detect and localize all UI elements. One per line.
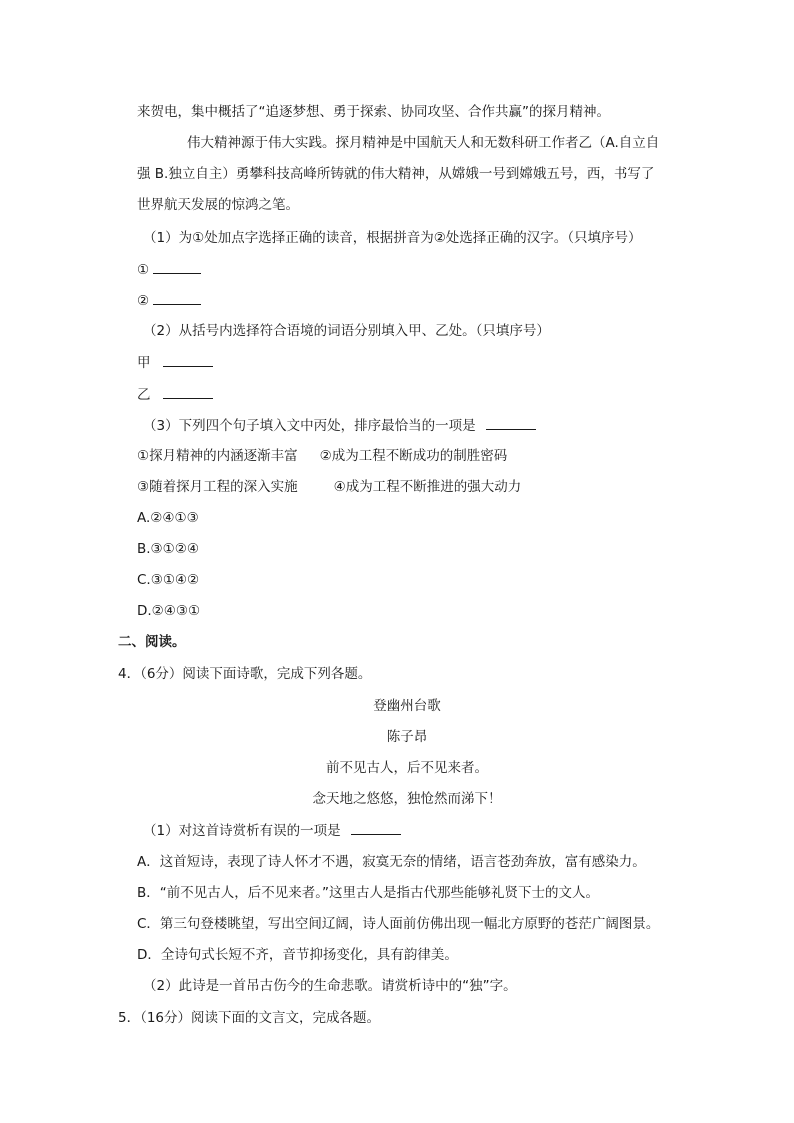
answer-blank[interactable] [163, 384, 213, 399]
sentence-item: ④成为工程不断推进的强大动力 [333, 479, 522, 495]
q3-sub1-prompt: （1）为①处加点字选择正确的读音，根据拼音为②处选择正确的汉字。（只填序号） [143, 230, 642, 246]
q4-sub1-row [143, 820, 683, 841]
para2-line2: 强 B.独立自主）勇攀科技高峰所铸就的伟大精神，从嫦娥一号到嫦娥五号，西，书写了 [137, 166, 655, 182]
q4-sub2-prompt: （2）此诗是一首吊古伤今的生命悲歌。请赏析诗中的“独”字。 [143, 978, 517, 994]
q4-header: 4．（6分）阅读下面诗歌，完成下列各题。 [118, 666, 372, 682]
answer-label: ② [137, 293, 150, 309]
answer-blank[interactable] [486, 415, 536, 430]
answer-blank[interactable] [153, 259, 201, 274]
q3-sub1-answer1 [137, 259, 677, 280]
sentence-item: ②成为工程不断成功的制胜密码 [319, 448, 508, 464]
answer-label: ① [137, 262, 150, 278]
section-heading: 二、阅读。 [118, 634, 186, 650]
q3-sub2-prompt: （2）从括号内选择符合语境的词语分别填入甲、乙处。（只填序号） [143, 323, 550, 339]
para2-line1: 伟大精神源于伟大实践。探月精神是中国航天人和无数科研工作者乙（A.自立自 [187, 135, 660, 151]
choice-option-d[interactable]: D.②④③① [137, 603, 201, 619]
q3-sub2-answer1 [137, 352, 677, 373]
para1-text: 来贺电，集中概括了“追逐梦想、勇于探索、协同攻坚、合作共赢”的探月精神。 [137, 104, 610, 120]
q5-header: 5．（16分）阅读下面的文言文，完成各题。 [118, 1010, 381, 1026]
choice-option-b[interactable]: B.③①②④ [137, 541, 199, 557]
poem-line-2: 念天地之悠悠，独怆然而涕下！ [312, 791, 502, 807]
answer-blank[interactable] [351, 820, 401, 835]
q3-sub3-row [143, 415, 683, 436]
q3-sub2-answer2 [137, 384, 677, 405]
sentence-item: ①探月精神的内涵逐渐丰富 [137, 448, 298, 464]
answer-label: 乙 [137, 387, 151, 403]
choice-option-a[interactable]: A.②④①③ [137, 510, 199, 526]
poem-author: 陈子昂 [386, 729, 428, 745]
answer-blank[interactable] [163, 352, 213, 367]
choice-option-d[interactable]: D．全诗句式长短不齐，音节抑扬变化，具有韵律美。 [137, 947, 458, 963]
answer-blank[interactable] [153, 290, 201, 305]
sentence-item: ③随着探月工程的深入实施 [137, 479, 298, 495]
q4-sub1-prompt: （1）对这首诗赏析有误的一项是 [143, 823, 341, 839]
choice-option-c[interactable]: C．第三句登楼眺望，写出空间辽阔，诗人面前仿佛出现一幅北方原野的苍茫广阔图景。 [137, 916, 660, 932]
poem-title: 登幽州台歌 [373, 698, 441, 714]
para2-line3: 世界航天发展的惊鸿之笔。 [137, 197, 299, 213]
choice-option-b[interactable]: B．“前不见古人，后不见来者。”这里古人是指古代那些能够礼贤下士的文人。 [137, 885, 599, 901]
sentence-row-1 [137, 446, 677, 466]
poem-line-1: 前不见古人，后不见来者。 [326, 760, 488, 776]
answer-label: 甲 [137, 355, 151, 371]
q3-sub3-prompt: （3）下列四个句子填入文中丙处，排序最恰当的一项是 [143, 418, 476, 434]
q3-sub1-answer2 [137, 290, 677, 311]
choice-option-c[interactable]: C.③①④② [137, 572, 200, 588]
sentence-row-2 [137, 477, 677, 497]
choice-option-a[interactable]: A．这首短诗，表现了诗人怀才不遇，寂寞无奈的情绪，语言苍劲奔放，富有感染力。 [137, 854, 646, 870]
